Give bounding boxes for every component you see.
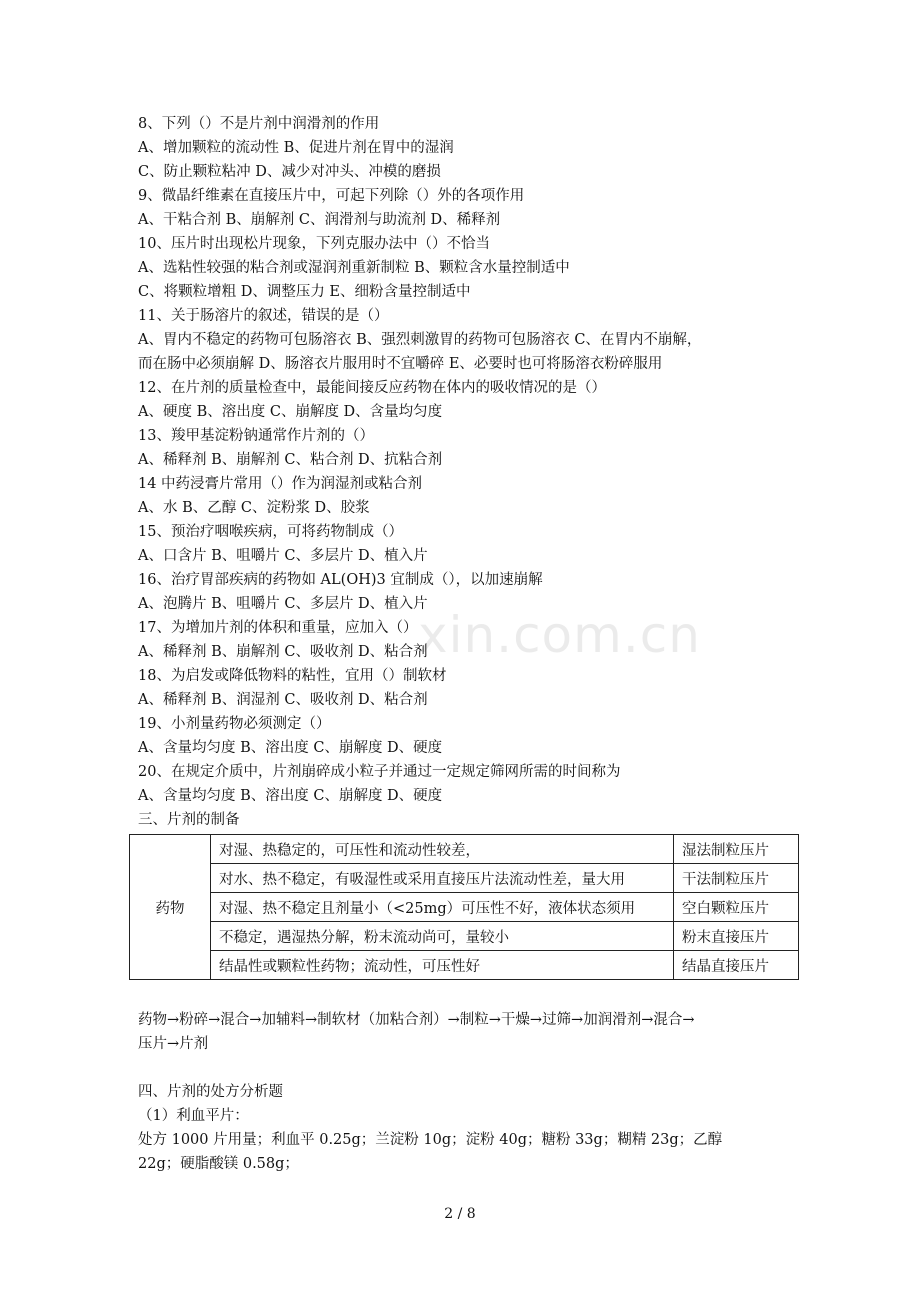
table-row bbox=[130, 951, 799, 980]
method-cell: 粉末直接压片 bbox=[674, 922, 799, 951]
condition-cell: 对湿、热不稳定且剂量小（<25mg）可压性不好，液体状态须用 bbox=[211, 893, 674, 922]
table-row bbox=[130, 893, 799, 922]
text-line: 19、小剂量药物必须测定（） bbox=[138, 716, 331, 732]
question-list bbox=[138, 112, 788, 832]
text-line: （1）利血平片： bbox=[138, 1108, 249, 1124]
section-heading: 三、片剂的制备 bbox=[138, 812, 240, 828]
text-line: 18、为启发或降低物料的粘性，宜用（）制软材 bbox=[138, 668, 447, 684]
text-line: 22g；硬脂酸镁 0.58g； bbox=[138, 1156, 299, 1172]
condition-cell: 对湿、热稳定的，可压性和流动性较差， bbox=[211, 835, 674, 864]
text-line: 14 中药浸膏片常用（）作为润湿剂或粘合剂 bbox=[138, 476, 423, 492]
table-row bbox=[130, 835, 799, 864]
text-line: 8、下列（）不是片剂中润滑剂的作用 bbox=[138, 116, 380, 132]
method-cell: 空白颗粒压片 bbox=[674, 893, 799, 922]
text-line: A、选粘性较强的粘合剂或湿润剂重新制粒 B、颗粒含水量控制适中 bbox=[138, 260, 570, 276]
text-line: 11、关于肠溶片的叙述，错误的是（） bbox=[138, 308, 389, 324]
text-line: 10、压片时出现松片现象，下列克服办法中（）不恰当 bbox=[138, 236, 490, 252]
text-line: A、稀释剂 B、崩解剂 C、粘合剂 D、抗粘合剂 bbox=[138, 452, 443, 468]
preparation-table bbox=[129, 834, 799, 980]
method-cell: 湿法制粒压片 bbox=[674, 835, 799, 864]
text-line: A、硬度 B、溶出度 C、崩解度 D、含量均匀度 bbox=[138, 404, 443, 420]
process-section bbox=[138, 1008, 788, 1176]
text-line: 压片→片剂 bbox=[138, 1036, 209, 1052]
text-line: A、胃内不稳定的药物可包肠溶衣 B、强烈刺激胃的药物可包肠溶衣 C、在胃内不崩解， bbox=[138, 332, 702, 348]
text-line: A、稀释剂 B、崩解剂 C、吸收剂 D、粘合剂 bbox=[138, 644, 428, 660]
text-line: C、将颗粒增粗 D、调整压力 E、细粉含量控制适中 bbox=[138, 284, 471, 300]
watermark: xin.com.cn bbox=[418, 606, 701, 664]
condition-cell: 对水、热不稳定，有吸湿性或采用直接压片法流动性差，量大用 bbox=[211, 864, 674, 893]
text-line: 16、治疗胃部疾病的药物如 AL(OH)3 宜制成（），以加速崩解 bbox=[138, 572, 543, 588]
condition-cell: 不稳定，遇湿热分解，粉末流动尚可，量较小 bbox=[211, 922, 674, 951]
text-line: A、稀释剂 B、润湿剂 C、吸收剂 D、粘合剂 bbox=[138, 692, 428, 708]
text-line: 17、为增加片剂的体积和重量，应加入（） bbox=[138, 620, 418, 636]
text-line: 药物→粉碎→混合→加辅料→制软材（加粘合剂）→制粒→干燥→过筛→加润滑剂→混合→ bbox=[138, 1012, 695, 1028]
method-cell: 结晶直接压片 bbox=[674, 951, 799, 980]
table-row bbox=[130, 864, 799, 893]
text-line: A、水 B、乙醇 C、淀粉浆 D、胶浆 bbox=[138, 500, 370, 516]
text-line: C、防止颗粒粘冲 D、减少对冲头、冲模的磨损 bbox=[138, 164, 441, 180]
text-line: 处方 1000 片用量；利血平 0.25g；兰淀粉 10g；淀粉 40g；糖粉 33g；糊精 23g；乙醇 bbox=[138, 1132, 723, 1148]
section-heading: 四、片剂的处方分析题 bbox=[138, 1084, 283, 1100]
text-line: 13、羧甲基淀粉钠通常作片剂的（） bbox=[138, 428, 374, 444]
condition-cell: 结晶性或颗粒性药物；流动性，可压性好 bbox=[211, 951, 674, 980]
group-cell: 药物 bbox=[130, 835, 211, 980]
text-line: A、含量均匀度 B、溶出度 C、崩解度 D、硬度 bbox=[138, 788, 443, 804]
page-number: 2 / 8 bbox=[444, 1206, 476, 1222]
text-line: 15、预治疗咽喉疾病，可将药物制成（） bbox=[138, 524, 403, 540]
table-row bbox=[130, 922, 799, 951]
text-line: A、含量均匀度 B、溶出度 C、崩解度 D、硬度 bbox=[138, 740, 443, 756]
text-line: A、干粘合剂 B、崩解剂 C、润滑剂与助流剂 D、稀释剂 bbox=[138, 212, 501, 228]
text-line: 20、在规定介质中，片剂崩碎成小粒子并通过一定规定筛网所需的时间称为 bbox=[138, 764, 621, 780]
text-line: A、口含片 B、咀嚼片 C、多层片 D、植入片 bbox=[138, 548, 428, 564]
method-cell: 干法制粒压片 bbox=[674, 864, 799, 893]
text-line: 9、微晶纤维素在直接压片中，可起下列除（）外的各项作用 bbox=[138, 188, 525, 204]
text-line: A、泡腾片 B、咀嚼片 C、多层片 D、植入片 bbox=[138, 596, 428, 612]
blank-line bbox=[138, 1056, 788, 1080]
text-line: 12、在片剂的质量检查中，最能间接反应药物在体内的吸收情况的是（） bbox=[138, 380, 606, 396]
text-line: A、增加颗粒的流动性 B、促进片剂在胃中的湿润 bbox=[138, 140, 454, 156]
text-line: 而在肠中必须崩解 D、肠溶衣片服用时不宜嚼碎 E、必要时也可将肠溶衣粉碎服用 bbox=[138, 356, 663, 372]
